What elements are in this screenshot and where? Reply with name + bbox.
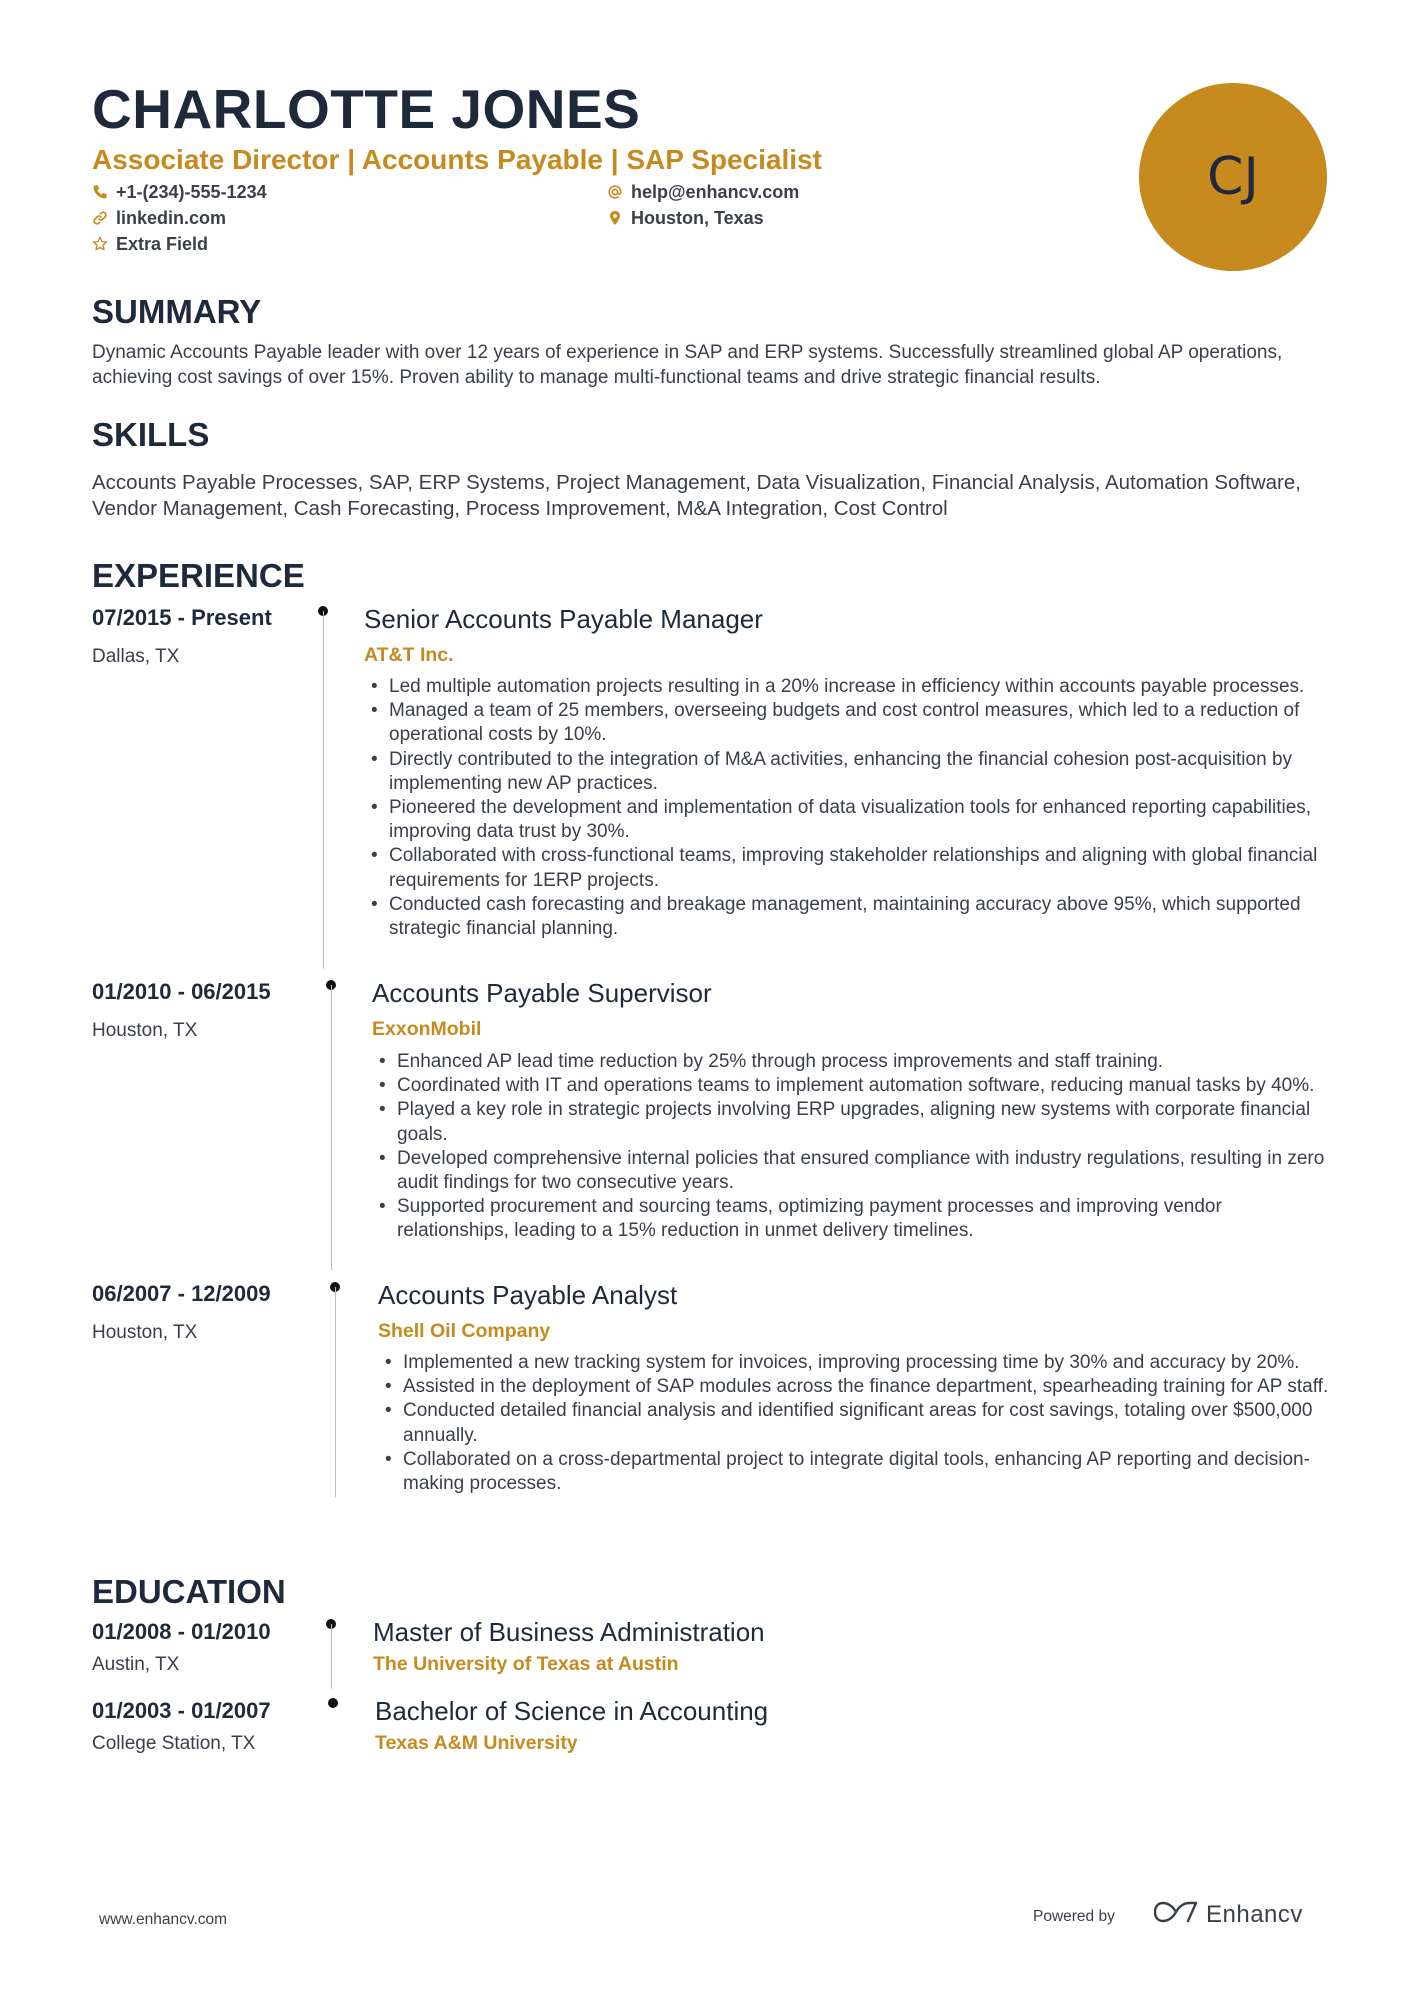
- footer-url[interactable]: www.enhancv.com: [99, 1911, 228, 1928]
- contact-email[interactable]: [607, 183, 799, 201]
- infinity-logo-icon: [1152, 1898, 1200, 1931]
- job-title: Accounts Payable Analyst: [378, 1280, 678, 1310]
- timeline-dot: [328, 1698, 338, 1708]
- list-item: • Played a key role in strategic projects involving ERP upgrades, aligning new systems with corporate financial goals.: [372, 1098, 1332, 1146]
- list-item: • Supported procurement and sourcing teams, optimizing payment processes and improving vendor relationships, leading to a 15% reduction in unmet delivery timelines.: [372, 1195, 1332, 1243]
- job-bullets: [378, 1351, 1338, 1496]
- star-icon: [92, 236, 108, 252]
- edu-location: Austin, TX: [92, 1654, 180, 1675]
- contact-extra: [92, 235, 208, 253]
- edu-location: College Station, TX: [92, 1733, 256, 1754]
- edu-dates: 01/2003 - 01/2007: [92, 1698, 271, 1723]
- list-item: • Collaborated with cross-functional teams, improving stakeholder relationships and aligning with global financial requirements for 1ERP projects.: [364, 844, 1324, 892]
- school-name: The University of Texas at Austin: [373, 1653, 679, 1675]
- list-item: • Managed a team of 25 members, overseeing budgets and cost control measures, which led to a reduction of operational costs by 10%.: [364, 699, 1324, 747]
- location-text: Houston, Texas: [631, 208, 764, 228]
- list-item: • Enhanced AP lead time reduction by 25% through process improvements and staff training.: [372, 1050, 1332, 1074]
- list-item: • Conducted cash forecasting and breakage management, maintaining accuracy above 95%, which supported strategic financial planning.: [364, 893, 1324, 941]
- job-company: AT&T Inc.: [364, 644, 454, 666]
- brand-logo[interactable]: [1152, 1898, 1303, 1931]
- brand-name: Enhancv: [1206, 1900, 1303, 1928]
- job-title: Senior Accounts Payable Manager: [364, 604, 763, 634]
- avatar: CJ: [1139, 83, 1327, 271]
- skills-text: Accounts Payable Processes, SAP, ERP Systems, Project Management, Data Visualization, Financial Analysis, Automation Software, Vendor Management, Cash Forecasting, Process Improvement, M&A Integration, Cost Control: [92, 471, 1301, 520]
- experience-heading: EXPERIENCE: [92, 557, 305, 594]
- timeline-line: [331, 1624, 332, 1689]
- summary-text: Dynamic Accounts Payable leader with over 12 years of experience in SAP and ERP systems. Successfully streamlined global AP operations, achieving cost savings of over 15%. Proven ability to manage multi-functional teams and drive strategic financial results.: [92, 342, 1283, 388]
- education-heading: EDUCATION: [92, 1573, 286, 1610]
- skills-heading: SKILLS: [92, 416, 210, 453]
- phone-text: +1-(234)-555-1234: [116, 182, 267, 202]
- timeline-line: [335, 1287, 336, 1497]
- contact-phone: [92, 183, 267, 201]
- list-item: • Collaborated on a cross-departmental project to integrate digital tools, enhancing AP reporting and decision-making processes.: [378, 1448, 1338, 1496]
- job-dates: 07/2015 - Present: [92, 605, 272, 630]
- contact-location: [607, 209, 764, 227]
- timeline-line: [331, 985, 332, 1270]
- email-text[interactable]: help@enhancv.com: [631, 182, 800, 202]
- timeline-line: [323, 611, 324, 969]
- summary-heading: SUMMARY: [92, 293, 262, 330]
- list-item: • Coordinated with IT and operations teams to implement automation software, reducing manual tasks by 40%.: [372, 1074, 1332, 1098]
- degree-title: Bachelor of Science in Accounting: [375, 1696, 769, 1726]
- list-item: • Led multiple automation projects resulting in a 20% increase in efficiency within accounts payable processes.: [364, 675, 1324, 699]
- at-icon: [607, 184, 623, 200]
- job-company: Shell Oil Company: [378, 1320, 551, 1342]
- phone-icon: [92, 184, 108, 200]
- job-bullets: [364, 675, 1324, 941]
- job-company: ExxonMobil: [372, 1018, 482, 1040]
- job-dates: 06/2007 - 12/2009: [92, 1281, 271, 1306]
- link-icon: [92, 210, 108, 226]
- list-item: • Developed comprehensive internal policies that ensured compliance with industry regulations, resulting in zero audit findings for two consecutive years.: [372, 1147, 1332, 1195]
- edu-dates: 01/2008 - 01/2010: [92, 1619, 271, 1644]
- extra-text: Extra Field: [116, 234, 209, 254]
- location-pin-icon: [607, 210, 623, 226]
- school-name: Texas A&M University: [375, 1732, 578, 1754]
- candidate-name: CHARLOTTE JONES: [92, 78, 641, 140]
- powered-by-label: Powered by: [1033, 1908, 1115, 1925]
- job-title: Accounts Payable Supervisor: [372, 978, 712, 1008]
- list-item: • Directly contributed to the integration of M&A activities, enhancing the financial cohesion post-acquisition by implementing new AP practices.: [364, 748, 1324, 796]
- list-item: • Conducted detailed financial analysis and identified significant areas for cost savings, totaling over $500,000 annually.: [378, 1399, 1338, 1447]
- linkedin-text[interactable]: linkedin.com: [116, 208, 227, 228]
- job-location: Houston, TX: [92, 1020, 198, 1041]
- degree-title: Master of Business Administration: [373, 1617, 765, 1647]
- list-item: • Implemented a new tracking system for invoices, improving processing time by 30% and accuracy by 20%.: [378, 1351, 1338, 1375]
- job-location: Houston, TX: [92, 1322, 198, 1343]
- list-item: • Assisted in the deployment of SAP modules across the finance department, spearheading training for AP staff.: [378, 1375, 1338, 1399]
- job-location: Dallas, TX: [92, 646, 180, 667]
- candidate-headline: Associate Director | Accounts Payable | SAP Specialist: [92, 144, 822, 175]
- list-item: • Pioneered the development and implementation of data visualization tools for enhanced reporting capabilities, improving data trust by 30%.: [364, 796, 1324, 844]
- job-bullets: [372, 1050, 1332, 1244]
- job-dates: 01/2010 - 06/2015: [92, 979, 271, 1004]
- contact-linkedin[interactable]: [92, 209, 226, 227]
